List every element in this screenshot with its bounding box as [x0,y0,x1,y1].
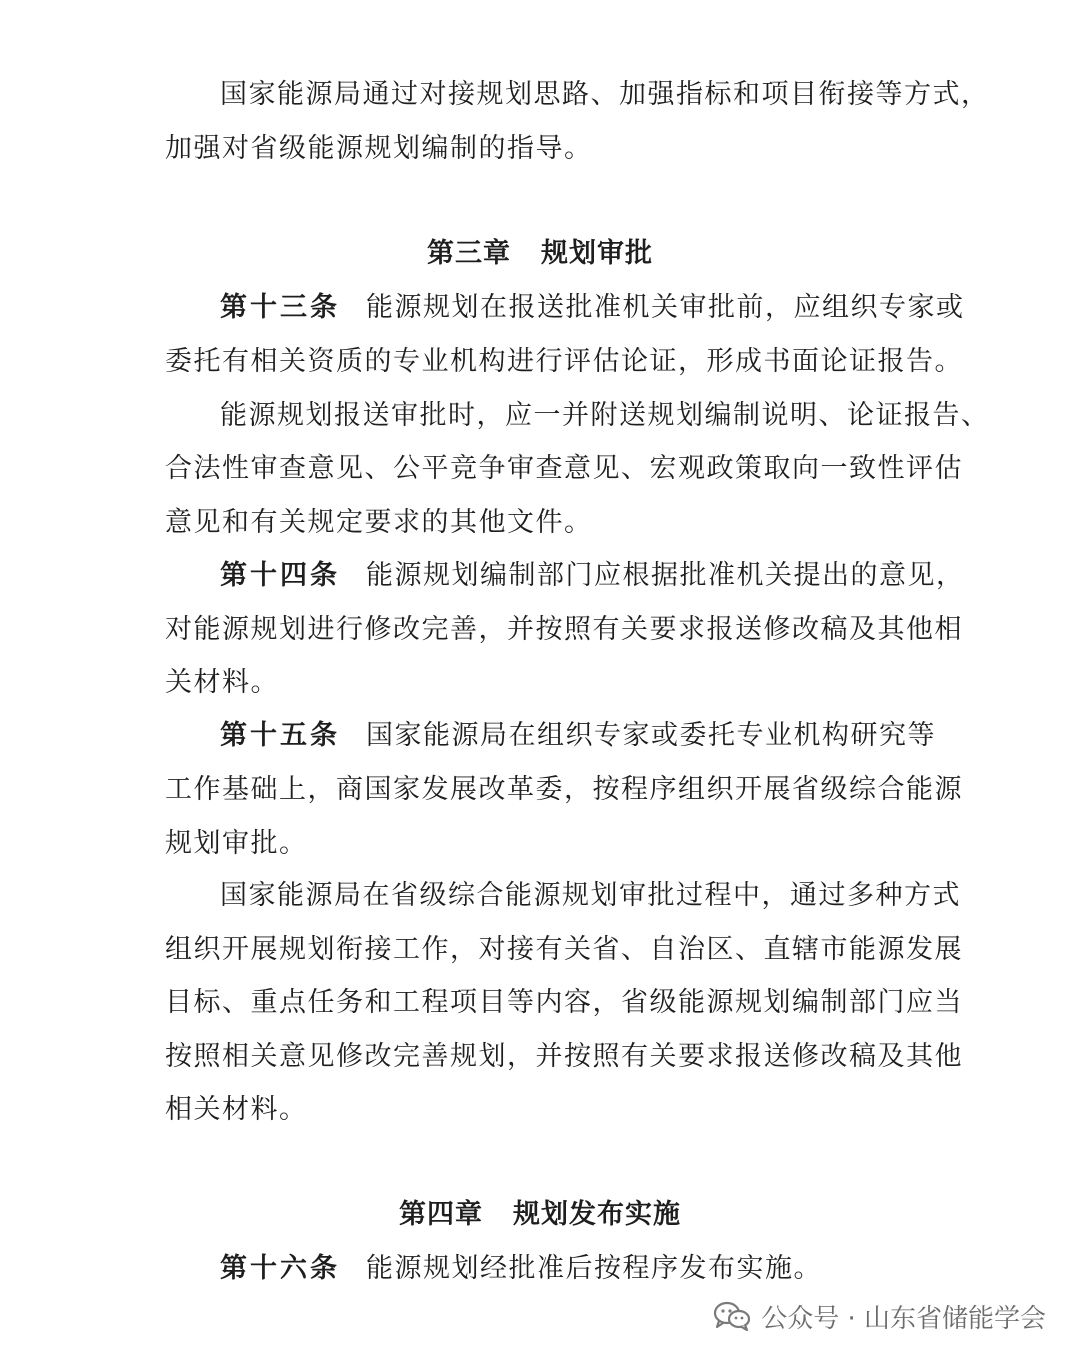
chapter-number: 第四章 [399,1199,483,1230]
article-line [220,719,936,753]
paragraph-line: 关材料。 [165,667,279,698]
article-text: 能源规划经批准后按程序发布实施。 [366,1253,822,1284]
chapter-title: 规划审批 [541,238,653,269]
paragraph-line: 对能源规划进行修改完善，并按照有关要求报送修改稿及其他相 [165,614,963,645]
paragraph-line: 组织开展规划衔接工作，对接有关省、自治区、直辖市能源发展 [165,934,963,965]
article-line [220,559,965,593]
paragraph-line: 工作基础上，商国家发展改革委，按程序组织开展省级综合能源 [165,774,963,805]
paragraph-line: 按照相关意见修改完善规划，并按照有关要求报送修改稿及其他 [165,1041,963,1072]
paragraph-line: 相关材料。 [165,1094,308,1125]
paragraph-line: 能源规划报送审批时，应一并附送规划编制说明、论证报告、 [220,400,990,431]
chapter-number: 第三章 [427,238,511,269]
wechat-watermark [713,1296,1046,1336]
article-number: 第十六条 [220,1253,340,1284]
paragraph-line: 委托有相关资质的专业机构进行评估论证，形成书面论证报告。 [165,346,963,377]
chapter-heading [0,1198,1080,1232]
article-number: 第十三条 [220,292,340,323]
article-line [220,291,965,325]
article-text: 能源规划在报送批准机关审批前，应组织专家或 [366,292,965,323]
article-text: 能源规划编制部门应根据批准机关提出的意见， [366,560,965,591]
article-number: 第十四条 [220,560,340,591]
paragraph-line: 目标、重点任务和工程项目等内容，省级能源规划编制部门应当 [165,987,963,1018]
paragraph-line: 国家能源局通过对接规划思路、加强指标和项目衔接等方式， [220,79,990,110]
paragraph-line: 意见和有关规定要求的其他文件。 [165,507,593,538]
article-number: 第十五条 [220,720,340,751]
paragraph-line: 国家能源局在省级综合能源规划审批过程中，通过多种方式 [220,880,961,911]
article-text: 国家能源局在组织专家或委托专业机构研究等 [366,720,936,751]
watermark-text: 公众号 · 山东省储能学会 [761,1303,1046,1334]
paragraph-line: 合法性审查意见、公平竞争审查意见、宏观政策取向一致性评估 [165,453,963,484]
chapter-title: 规划发布实施 [513,1199,681,1230]
paragraph-line: 加强对省级能源规划编制的指导。 [165,133,593,164]
paragraph-line: 规划审批。 [165,828,308,859]
article-line [220,1252,822,1286]
chapter-heading [0,237,1080,271]
wechat-icon [713,1301,751,1331]
